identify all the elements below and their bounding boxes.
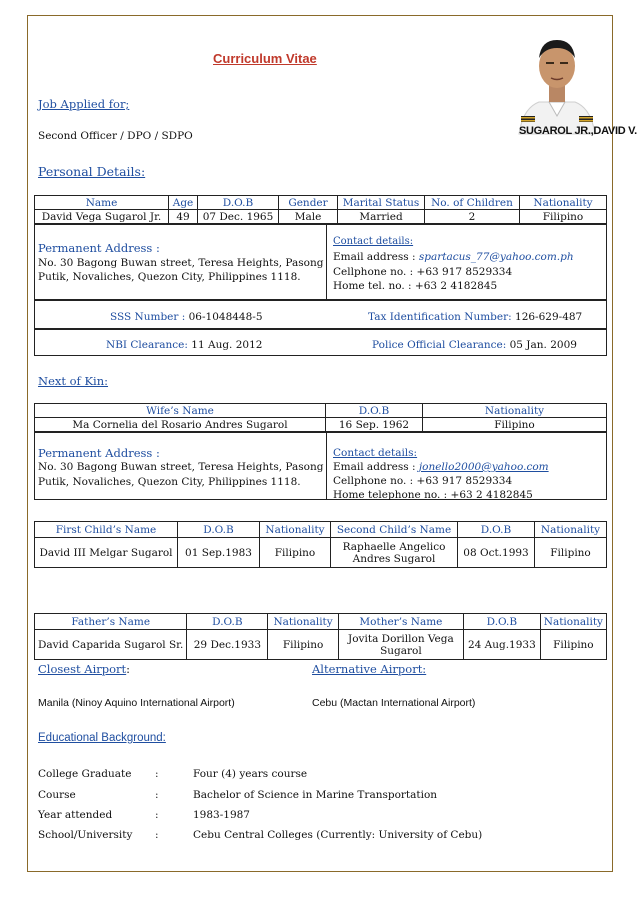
police-label: Police Official Clearance:	[372, 339, 510, 351]
cell-gender: Male	[279, 210, 338, 224]
col-second-child-dob: D.O.B	[458, 522, 535, 538]
col-first-child-dob: D.O.B	[178, 522, 260, 538]
cell-second-child: Raphaelle Angelico Andres Sugarol	[331, 538, 458, 568]
permanent-address-line2: Putik, Novaliches, Quezon City, Philippines 1118.	[38, 271, 301, 283]
job-applied-label: Job Applied for;	[38, 97, 130, 111]
kin-table	[34, 403, 607, 432]
nbi-value: 11 Aug. 2012	[191, 339, 263, 351]
edu-row-0-value: Four (4) years course	[193, 768, 308, 780]
edu-row-2-colon: :	[155, 809, 159, 821]
col-children: No. of Children	[425, 196, 520, 210]
edu-row-2-key: Year attended	[38, 809, 113, 821]
col-name: Name	[35, 196, 169, 210]
closest-airport-label: Closest Airport	[38, 662, 127, 676]
cell-first-child: David III Melgar Sugarol	[35, 538, 178, 568]
email-link[interactable]: spartacus_77@yahoo.com.ph	[418, 251, 574, 263]
profile-photo	[509, 24, 605, 136]
edu-row-3-colon: :	[155, 829, 159, 841]
tin-value: 126-629-487	[515, 311, 583, 323]
cell-age: 49	[169, 210, 198, 224]
closest-airport-label-wrap	[38, 662, 130, 676]
cell-father: David Caparida Sugarol Sr.	[35, 630, 187, 660]
edu-row-1-value: Bachelor of Science in Marine Transportation	[193, 789, 438, 801]
kin-contact-label: Contact details:	[333, 447, 418, 459]
job-applied-value: Second Officer / DPO / SDPO	[38, 130, 193, 142]
col-wife-nationality: Nationality	[423, 404, 607, 418]
parents-table	[34, 613, 607, 660]
cell-children: 2	[425, 210, 520, 224]
sss-value: 06-1048448-5	[188, 311, 263, 323]
alternative-airport-label: Alternative Airport:	[312, 662, 427, 676]
kin-email-label: Email address :	[333, 461, 419, 473]
col-father: Father’s Name	[35, 614, 187, 630]
address-divider	[326, 224, 327, 300]
closest-airport-value: Manila (Ninoy Aquino International Airport)	[38, 697, 235, 709]
col-first-child: First Child’s Name	[35, 522, 178, 538]
col-age: Age	[169, 196, 198, 210]
edu-row-0-colon: :	[155, 768, 159, 780]
edu-row-3-key: School/University	[38, 829, 133, 841]
cell-marital: Married	[338, 210, 425, 224]
personal-table	[34, 195, 607, 224]
cell-dob: 07 Dec. 1965	[198, 210, 279, 224]
col-first-child-nationality: Nationality	[260, 522, 331, 538]
col-dob: D.O.B	[198, 196, 279, 210]
nbi-line	[106, 339, 262, 351]
permanent-address-label: Permanent Address :	[38, 241, 160, 255]
closest-airport-colon: :	[126, 662, 131, 676]
email-label: Email address :	[333, 251, 419, 263]
contact-details-label: Contact details:	[333, 236, 414, 247]
col-wife-name: Wife’s Name	[35, 404, 326, 418]
edu-row-1-key: Course	[38, 789, 76, 801]
kin-permanent-address-label: Permanent Address :	[38, 446, 160, 460]
cell-second-child-dob: 08 Oct.1993	[458, 538, 535, 568]
cell-nationality: Filipino	[520, 210, 607, 224]
kin-email-line	[333, 461, 549, 473]
col-mother: Mother’s Name	[338, 614, 463, 630]
kin-address-line1: No. 30 Bagong Buwan street, Teresa Heights, Pasong	[38, 461, 324, 473]
edu-row-1-colon: :	[155, 789, 159, 801]
cell-mother-dob: 24 Aug.1933	[464, 630, 541, 660]
cell-wife-nationality: Filipino	[423, 418, 607, 432]
cell-first-child-dob: 01 Sep.1983	[178, 538, 260, 568]
col-father-dob: D.O.B	[187, 614, 268, 630]
children-table	[34, 521, 607, 568]
col-marital: Marital Status	[338, 196, 425, 210]
col-mother-dob: D.O.B	[464, 614, 541, 630]
edu-row-3-value: Cebu Central Colleges (Currently: University of Cebu)	[193, 829, 483, 841]
cellphone-line: Cellphone no. : +63 917 8529334	[333, 266, 513, 278]
cell-mother-nationality: Filipino	[540, 630, 606, 660]
col-mother-nationality: Nationality	[540, 614, 606, 630]
kin-address-line2: Putik, Novaliches, Quezon City, Philippines 1118.	[38, 476, 301, 488]
nbi-label: NBI Clearance:	[106, 339, 192, 351]
home-tel-line: Home tel. no. : +63 2 4182845	[333, 280, 498, 292]
cell-wife-dob: 16 Sep. 1962	[326, 418, 423, 432]
kin-home-line: Home telephone no. : +63 2 4182845	[333, 489, 533, 501]
kin-email-link[interactable]: jonello2000@yahoo.com	[418, 461, 549, 473]
edu-row-0-key: College Graduate	[38, 768, 132, 780]
police-line	[372, 339, 577, 351]
sss-label: SSS Number :	[110, 311, 189, 323]
tin-label: Tax Identification Number:	[368, 311, 516, 323]
permanent-address-line1: No. 30 Bagong Buwan street, Teresa Heights, Pasong	[38, 257, 324, 269]
alternative-airport-value: Cebu (Mactan International Airport)	[312, 697, 476, 709]
cv-title: Curriculum Vitae	[213, 51, 317, 66]
col-second-child-nationality: Nationality	[535, 522, 607, 538]
sss-line	[110, 311, 263, 323]
photo-caption: SUGAROL JR.,DAVID V.	[519, 125, 637, 137]
cell-father-dob: 29 Dec.1933	[187, 630, 268, 660]
cell-mother: Jovita Dorillon Vega Sugarol	[338, 630, 463, 660]
col-second-child: Second Child’s Name	[331, 522, 458, 538]
cell-father-nationality: Filipino	[268, 630, 338, 660]
personal-details-label: Personal Details:	[38, 164, 146, 179]
tin-line	[368, 311, 582, 323]
cell-wife-name: Ma Cornelia del Rosario Andres Sugarol	[35, 418, 326, 432]
cell-name: David Vega Sugarol Jr.	[35, 210, 169, 224]
kin-address-divider	[326, 432, 327, 500]
email-line	[333, 251, 574, 263]
col-nationality: Nationality	[520, 196, 607, 210]
col-wife-dob: D.O.B	[326, 404, 423, 418]
col-father-nationality: Nationality	[268, 614, 338, 630]
next-of-kin-label: Next of Kin:	[38, 374, 109, 388]
kin-cellphone-line: Cellphone no. : +63 917 8529334	[333, 475, 513, 487]
cell-first-child-nationality: Filipino	[260, 538, 331, 568]
cell-second-child-nationality: Filipino	[535, 538, 607, 568]
education-label: Educational Background:	[38, 732, 166, 744]
col-gender: Gender	[279, 196, 338, 210]
police-value: 05 Jan. 2009	[509, 339, 577, 351]
edu-row-2-value: 1983-1987	[193, 809, 250, 821]
